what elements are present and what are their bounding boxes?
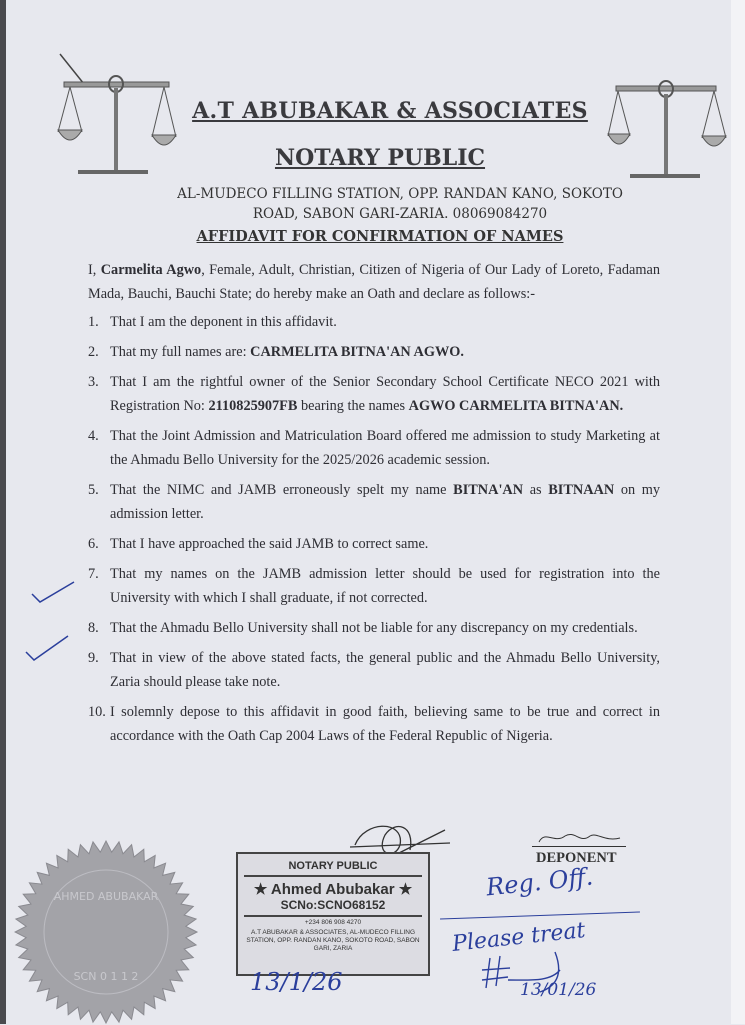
intro-paragraph xyxy=(88,258,660,306)
checkmark-icon xyxy=(28,578,78,608)
text-run: That my names on the JAMB admission letter should be used for registration into the University with which I shall graduate, if not corrected. xyxy=(110,566,660,606)
item-text xyxy=(110,310,660,334)
stamp-phone: +234 806 908 4270 xyxy=(304,919,362,926)
affidavit-item xyxy=(88,700,660,748)
deponent-label: DEPONENT xyxy=(536,850,617,866)
item-text xyxy=(110,532,660,556)
bold-text: CARMELITA BITNA'AN AGWO. xyxy=(250,344,464,360)
seal-text-top: AHMED ABUBAKAR xyxy=(53,890,159,903)
text-run: That I am the deponent in this affidavit. xyxy=(110,314,337,330)
checkmark-icon xyxy=(22,632,72,666)
affidavit-item xyxy=(88,646,660,694)
text-run: That I am the rightful owner of the Senior Secondary School Certificate NECO 2021 with Registration No: xyxy=(110,374,660,414)
bold-text: AGWO CARMELITA BITNA'AN. xyxy=(408,398,624,414)
item-number: 3. xyxy=(88,374,99,390)
text-run: bearing the names xyxy=(297,398,409,414)
item-text xyxy=(110,424,660,472)
text-run: as xyxy=(523,482,549,498)
star-icon: ★ xyxy=(398,881,413,898)
affidavit-item xyxy=(88,616,660,640)
bold-text: BITNAAN xyxy=(548,482,615,498)
affidavit-items xyxy=(88,310,660,748)
address-line-1: AL-MUDECO FILLING STATION, OPP. RANDAN KANO, SOKOTO xyxy=(177,186,623,202)
stamp-scn: SCNo:SCNO68152 xyxy=(244,898,422,917)
text-run: I solemnly depose to this affidavit in good faith, believing same to be true and correct in accordance with the Oath Cap 2004 Laws of the Federal Republic of Nigeria. xyxy=(110,704,660,744)
address-line-2: ROAD, SABON GARI-ZARIA. 08069084270 xyxy=(252,206,548,222)
item-number: 10. xyxy=(88,704,106,720)
handwritten-underline xyxy=(440,912,640,920)
item-text xyxy=(110,700,660,748)
affidavit-item xyxy=(88,478,660,526)
item-text xyxy=(110,562,660,610)
item-number: 4. xyxy=(88,428,99,444)
firm-name: A.T ABUBAKAR & ASSOCIATES xyxy=(192,98,588,124)
stamp-name xyxy=(238,880,428,898)
item-number: 7. xyxy=(88,566,99,582)
item-number: 5. xyxy=(88,482,99,498)
scales-of-justice-icon-right xyxy=(604,80,729,180)
affidavit-item xyxy=(88,424,660,472)
text-run: That in view of the above stated facts, the general public and the Ahmadu Bello University, Zaria should please take note. xyxy=(110,650,660,690)
embossed-notary-seal xyxy=(14,840,199,1025)
affidavit-item xyxy=(88,340,660,364)
affidavit-body xyxy=(88,258,660,754)
signature-line xyxy=(532,846,626,847)
bold-text: Carmelita Agwo xyxy=(100,262,202,278)
stamp-address: A.T ABUBAKAR & ASSOCIATES, AL-MUDECO FILLING STATION, OPP. RANDAN KANO, SOKOTO ROAD, SABON GARI, ZARIA xyxy=(246,929,420,952)
handwritten-stamp-date: 13/1/26 xyxy=(250,968,343,996)
handwritten-note-date: 13/01/26 xyxy=(520,980,597,1000)
affidavit-item xyxy=(88,532,660,556)
item-number: 6. xyxy=(88,536,99,552)
text-run: That I have approached the said JAMB to correct same. xyxy=(110,536,429,552)
affidavit-item xyxy=(88,310,660,334)
item-text xyxy=(110,646,660,694)
document-title: AFFIDAVIT FOR CONFIRMATION OF NAMES xyxy=(196,228,564,245)
text-run: on my admission letter. xyxy=(110,482,661,522)
stamp-heading: NOTARY PUBLIC xyxy=(244,854,422,877)
item-number: 8. xyxy=(88,620,99,636)
affidavit-item xyxy=(88,370,660,418)
scan-edge-left xyxy=(0,0,6,1024)
text-run: , Female, Adult, Christian, Citizen of Nigeria of Our Lady of Loreto, Fadaman Mada, Bauchi, Bauchi State; do hereby make an Oath and declare as follows:- xyxy=(88,262,660,302)
item-text xyxy=(110,616,660,640)
stamp-notary-name: Ahmed Abubakar xyxy=(270,881,395,898)
item-number: 1. xyxy=(88,314,99,330)
seal-text-bottom: SCN 0 1 1 2 xyxy=(73,970,139,983)
notary-stamp xyxy=(236,852,430,976)
scales-of-justice-icon-left xyxy=(52,52,182,177)
text-run: That the NIMC and JAMB erroneously spelt my name xyxy=(110,482,454,498)
item-text xyxy=(110,370,660,418)
text-run: That the Joint Admission and Matriculation Board offered me admission to study Marketing at the Ahmadu Bello University for the 2025/2026 academic session. xyxy=(110,428,660,468)
handwritten-note-reg-off: Reg. Off. xyxy=(484,862,595,902)
item-number: 9. xyxy=(88,650,99,666)
bold-text: BITNA'AN xyxy=(453,482,524,498)
text-run: I, xyxy=(88,262,101,278)
text-run: That my full names are: xyxy=(110,344,251,360)
star-icon: ★ xyxy=(253,881,268,898)
item-text xyxy=(110,340,660,364)
item-number: 2. xyxy=(88,344,99,360)
handwritten-note-please-treat: Please treat xyxy=(451,918,587,957)
affidavit-item xyxy=(88,562,660,610)
bold-text: 2110825907FB xyxy=(208,398,298,414)
letterhead-subtitle: NOTARY PUBLIC xyxy=(274,145,486,171)
scan-edge-right xyxy=(731,0,745,1024)
text-run: That the Ahmadu Bello University shall not be liable for any discrepancy on my credentials. xyxy=(110,620,638,636)
item-text xyxy=(110,478,660,526)
firm-address xyxy=(130,184,670,224)
